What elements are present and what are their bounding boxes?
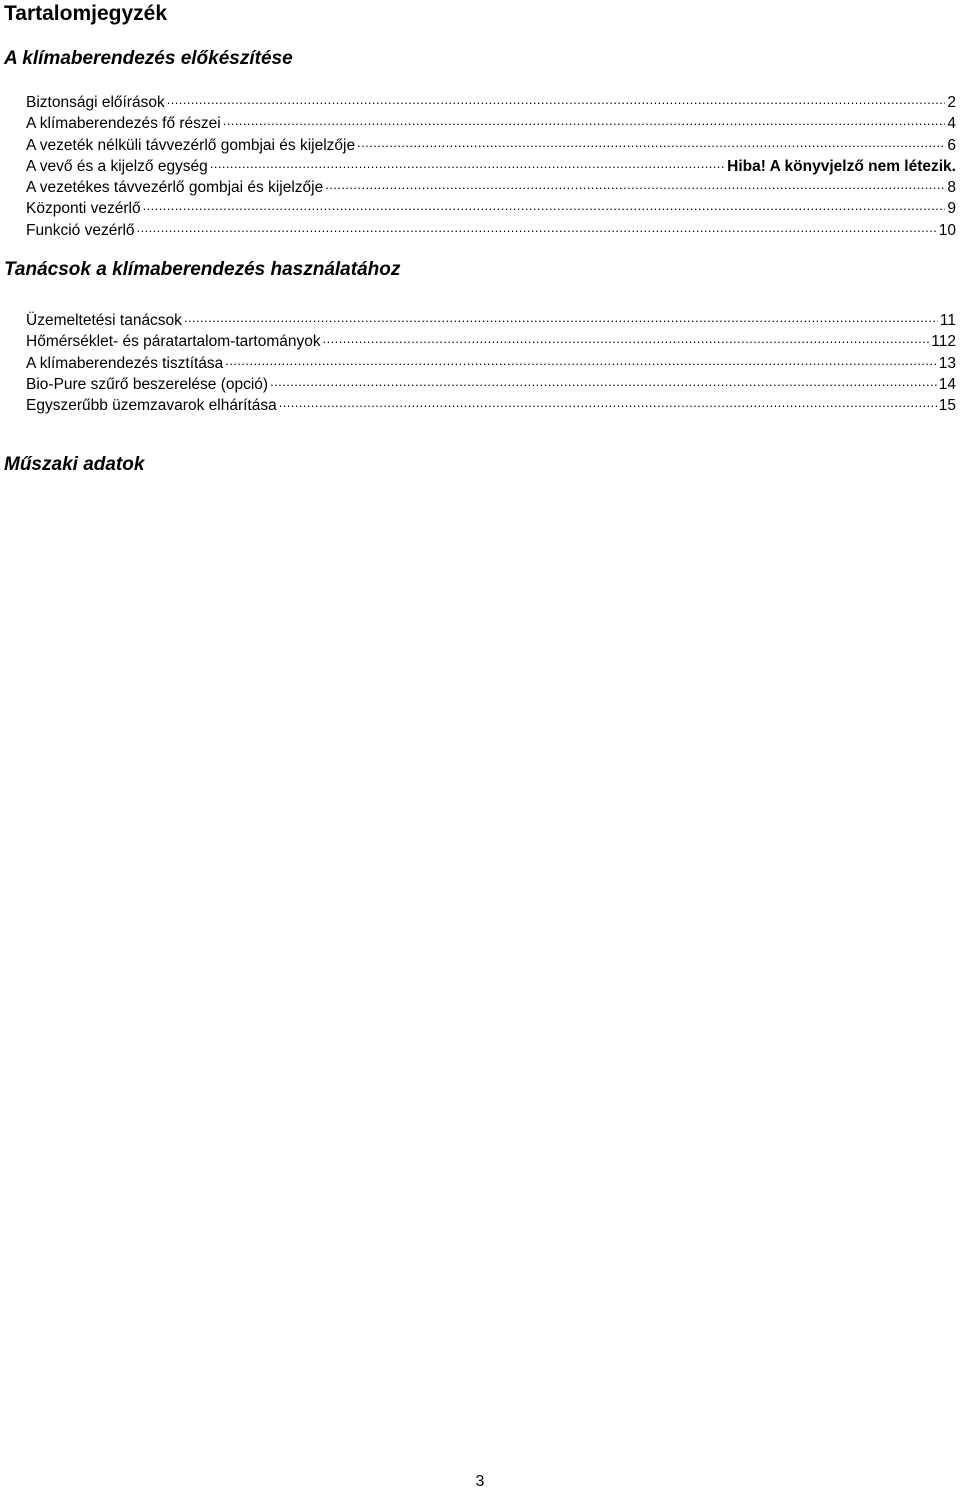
toc-title: Tartalomjegyzék [4,2,168,25]
section-heading-preparation: A klímaberendezés előkészítése [4,48,293,69]
toc-entry-page: 4 [947,115,956,133]
toc-entry[interactable] [26,373,956,394]
toc-entry[interactable] [26,219,956,240]
toc-entry-page: 11 [939,312,956,329]
dot-leader [270,373,937,389]
toc-entry-text: Biztonsági előírások [26,94,165,111]
toc-entry-page: 15 [938,397,956,415]
dot-leader [223,112,946,128]
toc-entry-text: A klímaberendezés fő részei [26,115,221,133]
dot-leader [167,91,946,107]
toc-entry-text: A klímaberendezés tisztítása [26,354,224,372]
toc-entry-error: Hiba! A könyvjelző nem létezik. [727,157,956,175]
dot-leader [325,176,945,192]
toc-entry-text: Központi vezérlő [26,200,141,218]
dot-leader [225,352,936,368]
section-heading-technical-data: Műszaki adatok [4,454,145,475]
toc-entry[interactable] [26,155,956,176]
toc-entry[interactable] [26,197,956,218]
toc-entry-page: 10 [938,221,956,239]
toc-entry-page: 6 [947,136,956,154]
toc-entry-page: 2 [947,94,956,111]
page-number: 3 [475,1473,485,1490]
dot-leader [357,134,945,150]
toc-entry-text: Hőmérséklet- és páratartalom-tartományok [26,333,321,351]
toc-entry[interactable] [26,330,956,351]
toc-entry[interactable] [26,309,956,330]
toc-entry-text: A vezetékes távvezérlő gombjai és kijelzője [26,179,324,197]
section-heading-usage-tips: Tanácsok a klímaberendezés használatához [4,259,401,280]
toc-entry-page: 112 [931,333,956,351]
dot-leader [184,309,938,325]
dot-leader [137,219,937,235]
toc-entry[interactable] [26,176,956,197]
dot-leader [279,394,937,410]
dot-leader [323,330,930,346]
toc-list-preparation [26,91,956,240]
toc-entry[interactable] [26,352,956,373]
toc-entry-text: Üzemeltetési tanácsok [26,312,182,329]
toc-entry-text: Bio-Pure szűrő beszerelése (opció) [26,375,269,393]
dot-leader [210,155,725,171]
toc-entry-page: 13 [938,354,956,372]
toc-entry[interactable] [26,91,956,112]
toc-entry-page: 9 [947,200,956,218]
toc-entry-text: Funkció vezérlő [26,221,135,239]
toc-list-usage-tips [26,309,956,415]
dot-leader [143,197,946,213]
toc-entry-text: A vezeték nélküli távvezérlő gombjai és kijelzője [26,136,356,154]
toc-entry-page: 14 [938,375,956,393]
toc-entry[interactable] [26,394,956,415]
toc-entry-text: Egyszerűbb üzemzavarok elhárítása [26,397,277,415]
toc-entry[interactable] [26,134,956,155]
toc-entry-text: A vevő és a kijelző egység [26,157,208,175]
toc-entry[interactable] [26,112,956,133]
toc-entry-page: 8 [947,179,956,197]
